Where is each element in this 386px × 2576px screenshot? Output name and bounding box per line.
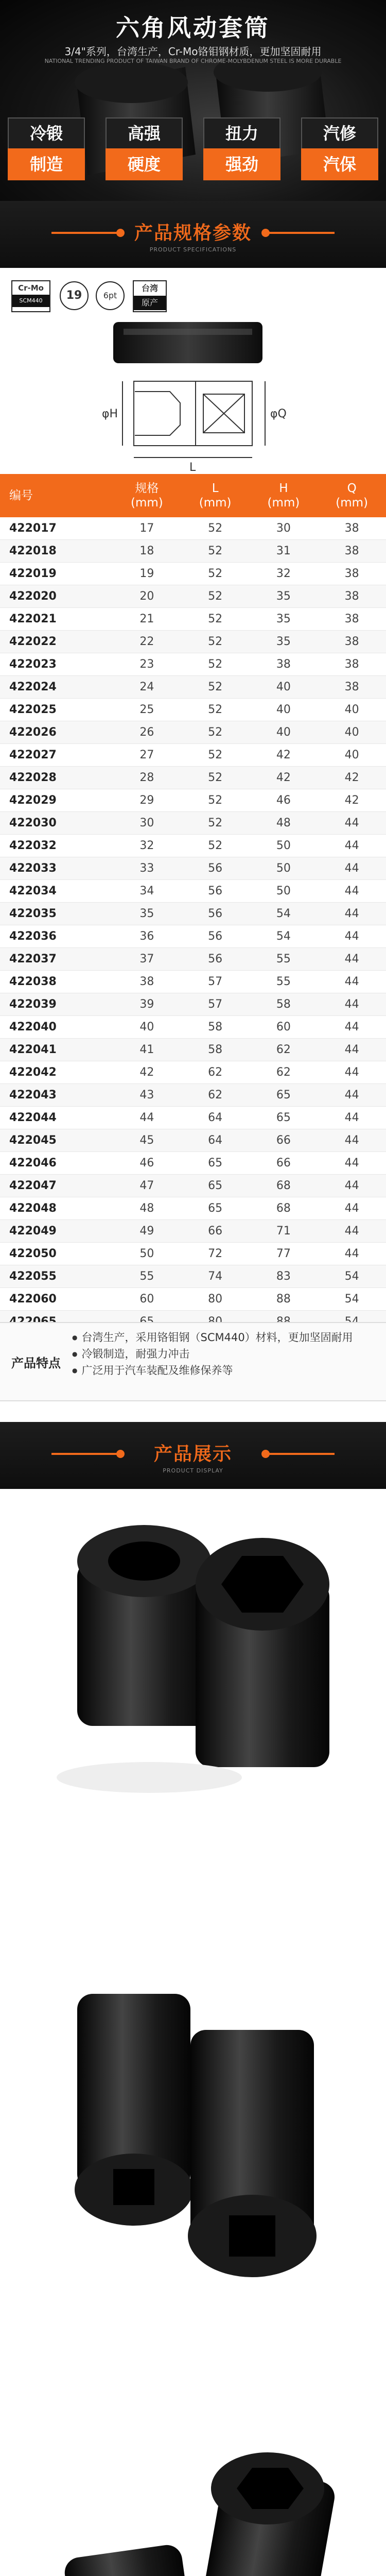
table-row (0, 1016, 386, 1039)
table-row (0, 1107, 386, 1129)
cell-l: 56 (181, 880, 250, 903)
product-photo-2 (0, 1932, 386, 2396)
table-row (0, 903, 386, 925)
cell-size: 22 (113, 631, 181, 653)
table-row (0, 585, 386, 608)
cell-l: 52 (181, 835, 250, 857)
cell-h: 62 (250, 1061, 318, 1084)
cell-q: 42 (318, 767, 386, 789)
cell-q: 44 (318, 1039, 386, 1061)
cell-h: 40 (250, 699, 318, 721)
cell-h: 55 (250, 971, 318, 993)
cell-q: 40 (318, 721, 386, 744)
table-row (0, 699, 386, 721)
cell-code: 422035 (0, 903, 113, 925)
cell-size: 30 (113, 812, 181, 835)
cell-size: 32 (113, 835, 181, 857)
table-row (0, 1220, 386, 1243)
table-row (0, 1243, 386, 1265)
cell-h: 60 (250, 1016, 318, 1039)
cell-l: 57 (181, 971, 250, 993)
cell-code: 422046 (0, 1152, 113, 1175)
badge-cold-forged: 冷锻 制造 (8, 117, 85, 180)
cell-h: 58 (250, 993, 318, 1016)
cell-q: 44 (318, 993, 386, 1016)
badge-torque: 扭力 强劲 (203, 117, 280, 180)
cell-size: 19 (113, 563, 181, 585)
cell-l: 64 (181, 1129, 250, 1152)
product-photo-3 (0, 2396, 386, 2576)
cell-q: 44 (318, 1016, 386, 1039)
cell-l: 52 (181, 517, 250, 540)
cell-h: 50 (250, 835, 318, 857)
cell-size: 40 (113, 1016, 181, 1039)
cell-h: 38 (250, 653, 318, 676)
cell-h: 50 (250, 857, 318, 880)
dimension-diagram (0, 268, 386, 474)
cell-size: 34 (113, 880, 181, 903)
socket-pair-square-drive-photo (0, 1932, 386, 2396)
col-header-l: L (mm) (181, 474, 250, 517)
cell-q: 38 (318, 540, 386, 563)
cell-l: 52 (181, 744, 250, 767)
cell-code: 422039 (0, 993, 113, 1016)
cell-h: 62 (250, 1039, 318, 1061)
cell-code: 422045 (0, 1129, 113, 1152)
badge-hardness: 高强 硬度 (106, 117, 183, 180)
cell-q: 44 (318, 948, 386, 971)
cell-h: 40 (250, 721, 318, 744)
spec-table (0, 474, 386, 1333)
table-row (0, 1197, 386, 1220)
cell-q: 54 (318, 1265, 386, 1288)
cell-code: 422020 (0, 585, 113, 608)
cell-size: 43 (113, 1084, 181, 1107)
hero-subtitle: 3/4"系列，台湾生产，Cr-Mo铬钼钢材质，更加坚固耐用 (64, 45, 322, 58)
cell-code: 422021 (0, 608, 113, 631)
cell-q: 44 (318, 1197, 386, 1220)
product-features (0, 1322, 386, 1401)
cell-h: 65 (250, 1107, 318, 1129)
table-row (0, 1152, 386, 1175)
cell-l: 52 (181, 631, 250, 653)
cell-q: 44 (318, 880, 386, 903)
cell-size: 49 (113, 1220, 181, 1243)
table-row (0, 744, 386, 767)
cell-code: 422036 (0, 925, 113, 948)
cell-code: 422050 (0, 1243, 113, 1265)
cell-size: 25 (113, 699, 181, 721)
diagram-l-label: L (189, 461, 196, 474)
feature-item: ● 冷锻制造，耐强力冲击 (72, 1346, 353, 1362)
diagram-q-label: φQ (270, 408, 287, 420)
cell-size: 37 (113, 948, 181, 971)
table-row (0, 880, 386, 903)
cell-size: 29 (113, 789, 181, 812)
cell-code: 422037 (0, 948, 113, 971)
table-row (0, 563, 386, 585)
cell-l: 62 (181, 1084, 250, 1107)
table-row (0, 1129, 386, 1152)
cell-code: 422047 (0, 1175, 113, 1197)
cell-code: 422040 (0, 1016, 113, 1039)
table-row (0, 857, 386, 880)
table-row (0, 653, 386, 676)
cell-l: 56 (181, 903, 250, 925)
cell-code: 422025 (0, 699, 113, 721)
feature-badges (0, 117, 386, 190)
cell-h: 66 (250, 1152, 318, 1175)
cell-code: 422048 (0, 1197, 113, 1220)
cell-h: 40 (250, 676, 318, 699)
spec-section-title: 产品规格参数 (134, 223, 252, 244)
cell-code: 422038 (0, 971, 113, 993)
cell-code: 422060 (0, 1288, 113, 1311)
cell-q: 44 (318, 1175, 386, 1197)
cell-size: 33 (113, 857, 181, 880)
table-row (0, 1175, 386, 1197)
cell-size: 20 (113, 585, 181, 608)
cell-h: 55 (250, 948, 318, 971)
cell-code: 422030 (0, 812, 113, 835)
cell-size: 35 (113, 903, 181, 925)
display-section-header (0, 1422, 386, 1489)
cell-code: 422018 (0, 540, 113, 563)
cell-size: 27 (113, 744, 181, 767)
cell-h: 83 (250, 1265, 318, 1288)
cell-l: 52 (181, 676, 250, 699)
cell-size: 36 (113, 925, 181, 948)
cell-code: 422042 (0, 1061, 113, 1084)
spec-section-title-en: PRODUCT SPECIFICATIONS (149, 246, 237, 253)
cell-q: 44 (318, 925, 386, 948)
cell-l: 65 (181, 1175, 250, 1197)
cell-q: 40 (318, 744, 386, 767)
cell-l: 52 (181, 608, 250, 631)
cell-h: 68 (250, 1175, 318, 1197)
features-label: 产品特点 (11, 1356, 61, 1370)
table-row (0, 948, 386, 971)
col-header-h: H (mm) (250, 474, 318, 517)
cell-h: 50 (250, 880, 318, 903)
cell-l: 56 (181, 948, 250, 971)
table-row (0, 812, 386, 835)
cell-l: 52 (181, 699, 250, 721)
cell-h: 35 (250, 608, 318, 631)
cell-l: 58 (181, 1039, 250, 1061)
product-display (0, 1422, 386, 2576)
cell-size: 47 (113, 1175, 181, 1197)
table-row (0, 721, 386, 744)
cell-q: 44 (318, 1061, 386, 1084)
feature-item: ● 广泛用于汽车装配及维修保养等 (72, 1362, 353, 1379)
cell-size: 45 (113, 1129, 181, 1152)
cell-h: 46 (250, 789, 318, 812)
table-row (0, 517, 386, 540)
cell-code: 422032 (0, 835, 113, 857)
cell-l: 80 (181, 1288, 250, 1311)
socket-angled-photo (0, 2396, 386, 2576)
spec-section-header (0, 201, 386, 268)
cell-size: 42 (113, 1061, 181, 1084)
cell-h: 54 (250, 903, 318, 925)
cell-q: 44 (318, 1152, 386, 1175)
display-section-title: 产品展示 (153, 1444, 232, 1465)
diagram-h-label: φH (102, 408, 118, 420)
col-header-size: 规格 (mm) (113, 474, 181, 517)
table-row (0, 835, 386, 857)
cell-q: 44 (318, 812, 386, 835)
cell-q: 44 (318, 1084, 386, 1107)
table-row (0, 971, 386, 993)
cell-q: 44 (318, 857, 386, 880)
table-row (0, 767, 386, 789)
cell-l: 52 (181, 767, 250, 789)
cell-h: 35 (250, 585, 318, 608)
cell-code: 422043 (0, 1084, 113, 1107)
cell-l: 52 (181, 540, 250, 563)
page-title: 六角风动套筒 (116, 14, 270, 42)
table-header-row (0, 474, 386, 517)
cell-code: 422049 (0, 1220, 113, 1243)
hero-subtitle-en: NATIONAL TRENDING PRODUCT OF TAIWAN BRAND OF CHROME-MOLYBDENUM STEEL IS MORE DURABLE (44, 58, 342, 64)
cell-code: 422041 (0, 1039, 113, 1061)
cell-q: 42 (318, 789, 386, 812)
cell-h: 35 (250, 631, 318, 653)
cell-l: 52 (181, 653, 250, 676)
cell-h: 42 (250, 767, 318, 789)
cell-q: 38 (318, 585, 386, 608)
cell-code: 422027 (0, 744, 113, 767)
features-list (72, 1329, 353, 1379)
cell-size: 44 (113, 1107, 181, 1129)
size-logo: 19 (60, 281, 89, 310)
cell-size: 21 (113, 608, 181, 631)
table-row (0, 631, 386, 653)
cell-code: 422055 (0, 1265, 113, 1288)
cell-q: 38 (318, 608, 386, 631)
cell-l: 65 (181, 1152, 250, 1175)
cell-q: 38 (318, 563, 386, 585)
cell-q: 38 (318, 517, 386, 540)
cell-h: 68 (250, 1197, 318, 1220)
cell-h: 54 (250, 925, 318, 948)
cell-l: 52 (181, 585, 250, 608)
cell-code: 422022 (0, 631, 113, 653)
cell-size: 55 (113, 1265, 181, 1288)
feature-item: ● 台湾生产，采用铬钼钢（SCM440）材料，更加坚固耐用 (72, 1329, 353, 1346)
cell-code: 422019 (0, 563, 113, 585)
display-section-title-en: PRODUCT DISPLAY (163, 1467, 223, 1474)
point-logo: 6pt (96, 281, 125, 310)
table-row (0, 925, 386, 948)
table-row (0, 1039, 386, 1061)
cell-code: 422034 (0, 880, 113, 903)
cell-q: 44 (318, 903, 386, 925)
cell-size: 38 (113, 971, 181, 993)
table-row (0, 789, 386, 812)
cell-h: 30 (250, 517, 318, 540)
table-row (0, 608, 386, 631)
cell-h: 48 (250, 812, 318, 835)
table-row (0, 1265, 386, 1288)
cell-code: 422024 (0, 676, 113, 699)
cell-size: 60 (113, 1288, 181, 1311)
cell-size: 18 (113, 540, 181, 563)
cell-q: 38 (318, 653, 386, 676)
cell-size: 46 (113, 1152, 181, 1175)
table-row (0, 1288, 386, 1311)
origin-logo: 台湾 原产 (133, 280, 167, 312)
cell-h: 42 (250, 744, 318, 767)
table-row (0, 993, 386, 1016)
cell-size: 39 (113, 993, 181, 1016)
cell-q: 44 (318, 1220, 386, 1243)
cell-l: 65 (181, 1197, 250, 1220)
cell-h: 66 (250, 1129, 318, 1152)
cell-size: 50 (113, 1243, 181, 1265)
cell-l: 58 (181, 1016, 250, 1039)
table-row (0, 1061, 386, 1084)
cell-l: 74 (181, 1265, 250, 1288)
cell-q: 44 (318, 971, 386, 993)
cell-h: 31 (250, 540, 318, 563)
col-header-code: 编号 (0, 474, 113, 517)
cell-code: 422023 (0, 653, 113, 676)
cell-size: 24 (113, 676, 181, 699)
cell-l: 66 (181, 1220, 250, 1243)
cell-size: 17 (113, 517, 181, 540)
material-logo: Cr-Mo SCM440 (11, 280, 50, 312)
table-row (0, 1084, 386, 1107)
cell-size: 28 (113, 767, 181, 789)
cell-size: 48 (113, 1197, 181, 1220)
cell-code: 422026 (0, 721, 113, 744)
cell-l: 56 (181, 925, 250, 948)
cell-code: 422028 (0, 767, 113, 789)
cell-code: 422029 (0, 789, 113, 812)
cell-q: 54 (318, 1288, 386, 1311)
cell-size: 26 (113, 721, 181, 744)
cell-q: 44 (318, 1129, 386, 1152)
cell-l: 64 (181, 1107, 250, 1129)
cell-q: 38 (318, 631, 386, 653)
cell-l: 62 (181, 1061, 250, 1084)
cell-l: 56 (181, 857, 250, 880)
cell-l: 72 (181, 1243, 250, 1265)
cell-code: 422044 (0, 1107, 113, 1129)
cell-size: 23 (113, 653, 181, 676)
product-photo-1 (0, 1489, 386, 1932)
socket-pair-photo (0, 1489, 386, 1932)
cell-l: 52 (181, 563, 250, 585)
cell-l: 52 (181, 789, 250, 812)
cell-code: 422033 (0, 857, 113, 880)
hero-banner (0, 0, 386, 201)
col-header-q: Q (mm) (318, 474, 386, 517)
cell-l: 57 (181, 993, 250, 1016)
cell-h: 77 (250, 1243, 318, 1265)
cell-h: 88 (250, 1288, 318, 1311)
cell-q: 44 (318, 1243, 386, 1265)
cell-code: 422017 (0, 517, 113, 540)
table-row (0, 676, 386, 699)
cell-q: 40 (318, 699, 386, 721)
cell-q: 44 (318, 835, 386, 857)
cell-h: 65 (250, 1084, 318, 1107)
cell-size: 41 (113, 1039, 181, 1061)
socket-diagram-drawing (0, 268, 386, 474)
cell-l: 52 (181, 812, 250, 835)
badge-auto-repair: 汽修 汽保 (301, 117, 378, 180)
cell-l: 52 (181, 721, 250, 744)
cell-q: 38 (318, 676, 386, 699)
cell-q: 44 (318, 1107, 386, 1129)
cell-h: 32 (250, 563, 318, 585)
cell-h: 71 (250, 1220, 318, 1243)
table-row (0, 540, 386, 563)
